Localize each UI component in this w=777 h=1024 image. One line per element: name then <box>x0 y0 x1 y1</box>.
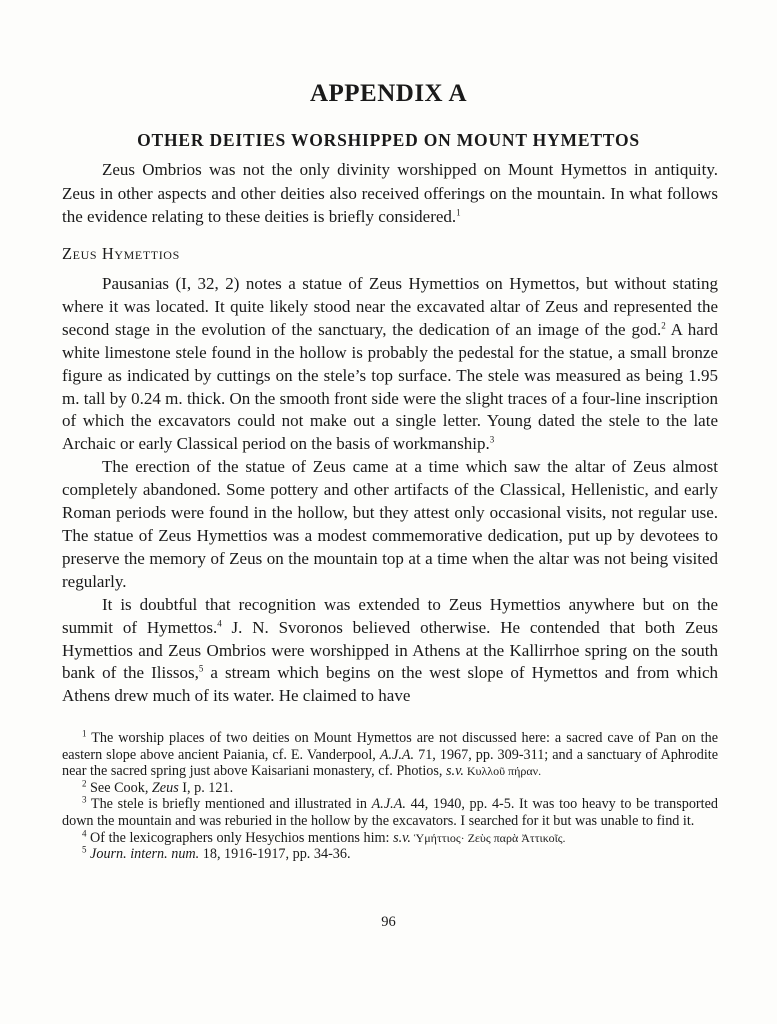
section-body <box>62 273 718 708</box>
footnote-ref: 2 <box>661 320 666 331</box>
footnote-ref: 5 <box>198 663 204 674</box>
section-heading: Zeus Hymettios <box>62 244 180 263</box>
footnotes <box>62 730 718 863</box>
intro-block <box>62 158 718 229</box>
paragraph: It is doubtful that recognition was extended to Zeus Hymettios anywhere but on the summit of Hymettos.$^4$ J. N. Svoronos believed otherwise. He contended that both Zeus Hymettios and Zeus Ombrios were worshipped in Athens at the Kallirrhoe spring on the south bank of the Ilissos,$^5$ a stream which begins on the west slope of Hymettos and from which Athens drew much of its water. He claimed to have <box>62 594 718 706</box>
footnote-ref: 3 <box>489 434 495 445</box>
footnote: $^1$ The worship places of two deities on Mount Hymettos are not discussed here: a sacred cave of Pan on the eastern slope above ancient Paiania, cf. E. Vanderpool, A.J.A. 71, 1967, pp. 309-311; and a sanctuary of Aphrodite near the sacred spring just above Kaisariani monastery, cf. Photios, s.v. Κυλλοῦ πήραν. <box>62 728 718 780</box>
intro-paragraph: Zeus Ombrios was not the only divinity worshipped on Mount Hymettos in antiquity. Zeus in other aspects and other deities also received offerings on the mountain. In what follows the evidence relating to these deities is briefly considered.$^1$ <box>62 160 718 227</box>
footnote-ref: 1 <box>456 207 461 218</box>
footnote-ref: 4 <box>217 617 222 628</box>
footnote: $^4$ Of the lexicographers only Hesychios mentions him: s.v. Ὑμήττιος· Ζεὺς παρὰ Ἀττικοῖς. <box>82 827 566 846</box>
appendix-title: APPENDIX A <box>309 80 468 107</box>
footnote: $^5$ Journ. intern. num. 18, 1916-1917, pp. 34-36. <box>82 844 351 863</box>
appendix-subtitle: OTHER DEITIES WORSHIPPED ON MOUNT HYMETTOS <box>137 130 640 150</box>
paragraph: The erection of the statue of Zeus came at a time which saw the altar of Zeus almost completely abandoned. Some pottery and other artifacts of the Classical, Hellenistic, and early Roman periods were found in the hollow, but they attest only occasional visits, not regular use. The statue of Zeus Hymettios was a modest commemorative dedication, put up by devotees to preserve the memory of Zeus on the mountain top at a time when the altar was not being visited regularly. <box>62 457 718 591</box>
paragraph: Pausanias (I, 32, 2) notes a statue of Zeus Hymettios on Hymettos, but without stating where it was located. It quite likely stood near the excavated altar of Zeus and represented the second stage in the evolution of the sanctuary, the dedication of an image of the god.$^2$ A hard white limestone stele found in the hollow is probably the pedestal for the statue, a small bronze figure as indicated by cuttings on the stele’s top surface. The stele was measured as being 1.95 m. tall by 0.24 m. thick. On the smooth front side were the slight traces of a four-line inscription of which the excavators could not make out a single letter. Young dated the stele to the late Archaic or early Classical period on the basis of workmanship.$^3$ <box>62 274 718 454</box>
page-number: 96 <box>381 914 396 930</box>
footnote: $^2$ See Cook, Zeus I, p. 121. <box>82 778 234 796</box>
footnote: $^3$ The stele is briefly mentioned and illustrated in A.J.A. 44, 1940, pp. 4-5. It was too heavy to be transported down the mountain and was reburied in the hollow by the excavators. I searched for it but was unable to find it. <box>62 794 718 829</box>
